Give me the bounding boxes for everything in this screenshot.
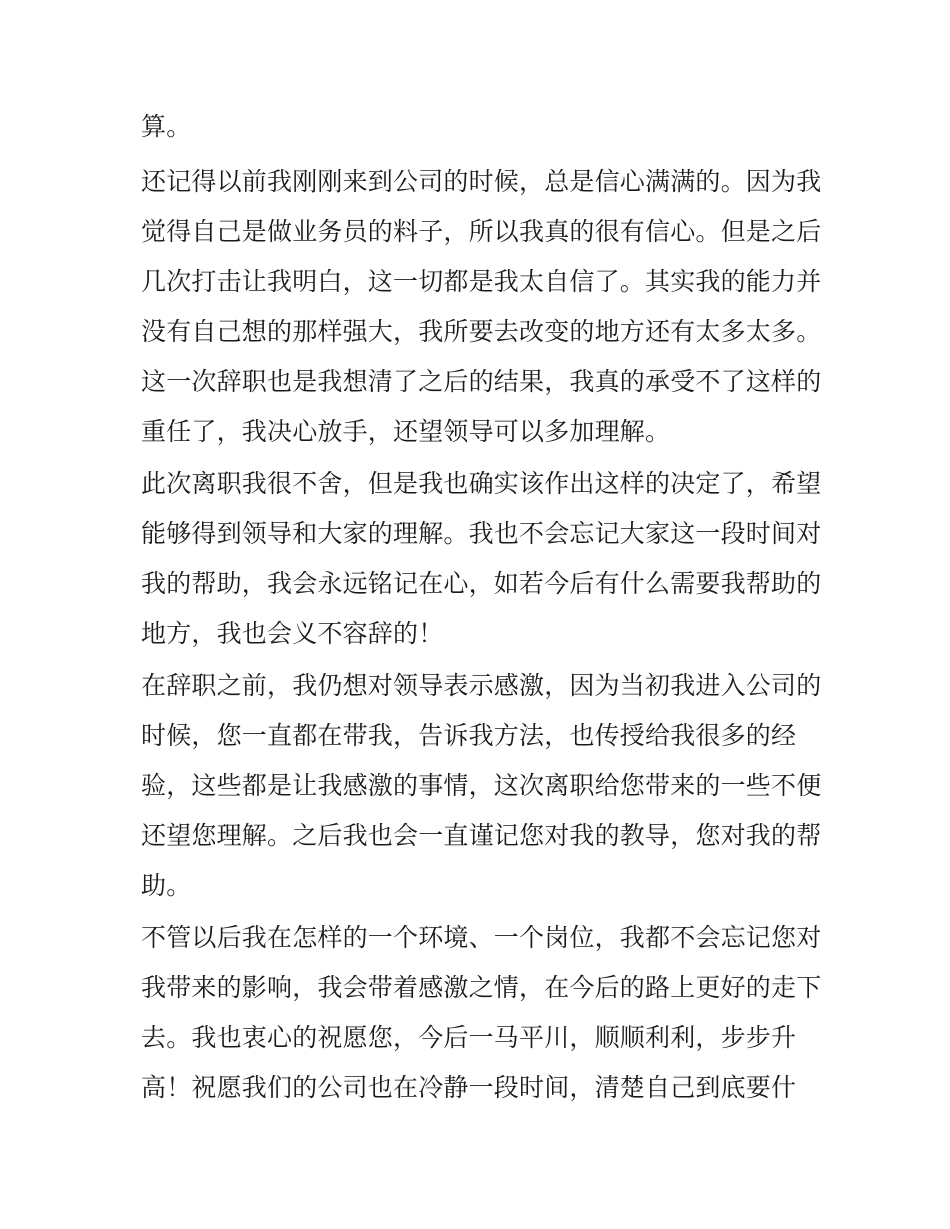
text-line: 我带来的影响，我会带着感激之情，在今后的路上更好的走下 xyxy=(141,973,822,1002)
text-line: 算。 xyxy=(141,112,192,141)
text-line: 重任了，我决心放手，还望领导可以多加理解。 xyxy=(141,417,671,446)
text-line: 能够得到领导和大家的理解。我也不会忘记大家这一段时间对 xyxy=(141,519,822,548)
text-line: 此次离职我很不舍，但是我也确实该作出这样的决定了，希望 xyxy=(141,469,822,498)
text-line: 时候，您一直都在带我，告诉我方法，也传授给我很多的经 xyxy=(141,721,797,750)
text-line: 我的帮助，我会永远铭记在心，如若今后有什么需要我帮助的 xyxy=(141,569,822,598)
text-line: 这一次辞职也是我想清了之后的结果，我真的承受不了这样的 xyxy=(141,367,822,396)
text-line: 觉得自己是做业务员的料子，所以我真的很有信心。但是之后 xyxy=(141,217,822,246)
text-line: 不管以后我在怎样的一个环境、一个岗位，我都不会忘记您对 xyxy=(141,923,822,952)
text-line: 没有自己想的那样强大，我所要去改变的地方还有太多太多。 xyxy=(141,317,822,346)
text-line: 地方，我也会义不容辞的！ xyxy=(141,619,444,648)
text-line: 在辞职之前，我仍想对领导表示感激，因为当初我进入公司的 xyxy=(141,671,822,700)
text-line: 几次打击让我明白，这一切都是我太自信了。其实我的能力并 xyxy=(141,267,822,296)
text-line: 高！祝愿我们的公司也在冷静一段时间，清楚自己到底要什 xyxy=(141,1073,797,1102)
text-line: 还记得以前我刚刚来到公司的时候，总是信心满满的。因为我 xyxy=(141,167,822,196)
text-line: 助。 xyxy=(141,871,192,900)
text-line: 还望您理解。之后我也会一直谨记您对我的教导，您对我的帮 xyxy=(141,821,822,850)
text-line: 验，这些都是让我感激的事情，这次离职给您带来的一些不便 xyxy=(141,771,822,800)
text-line: 去。我也衷心的祝愿您，今后一马平川，顺顺利利，步步升 xyxy=(141,1023,797,1052)
